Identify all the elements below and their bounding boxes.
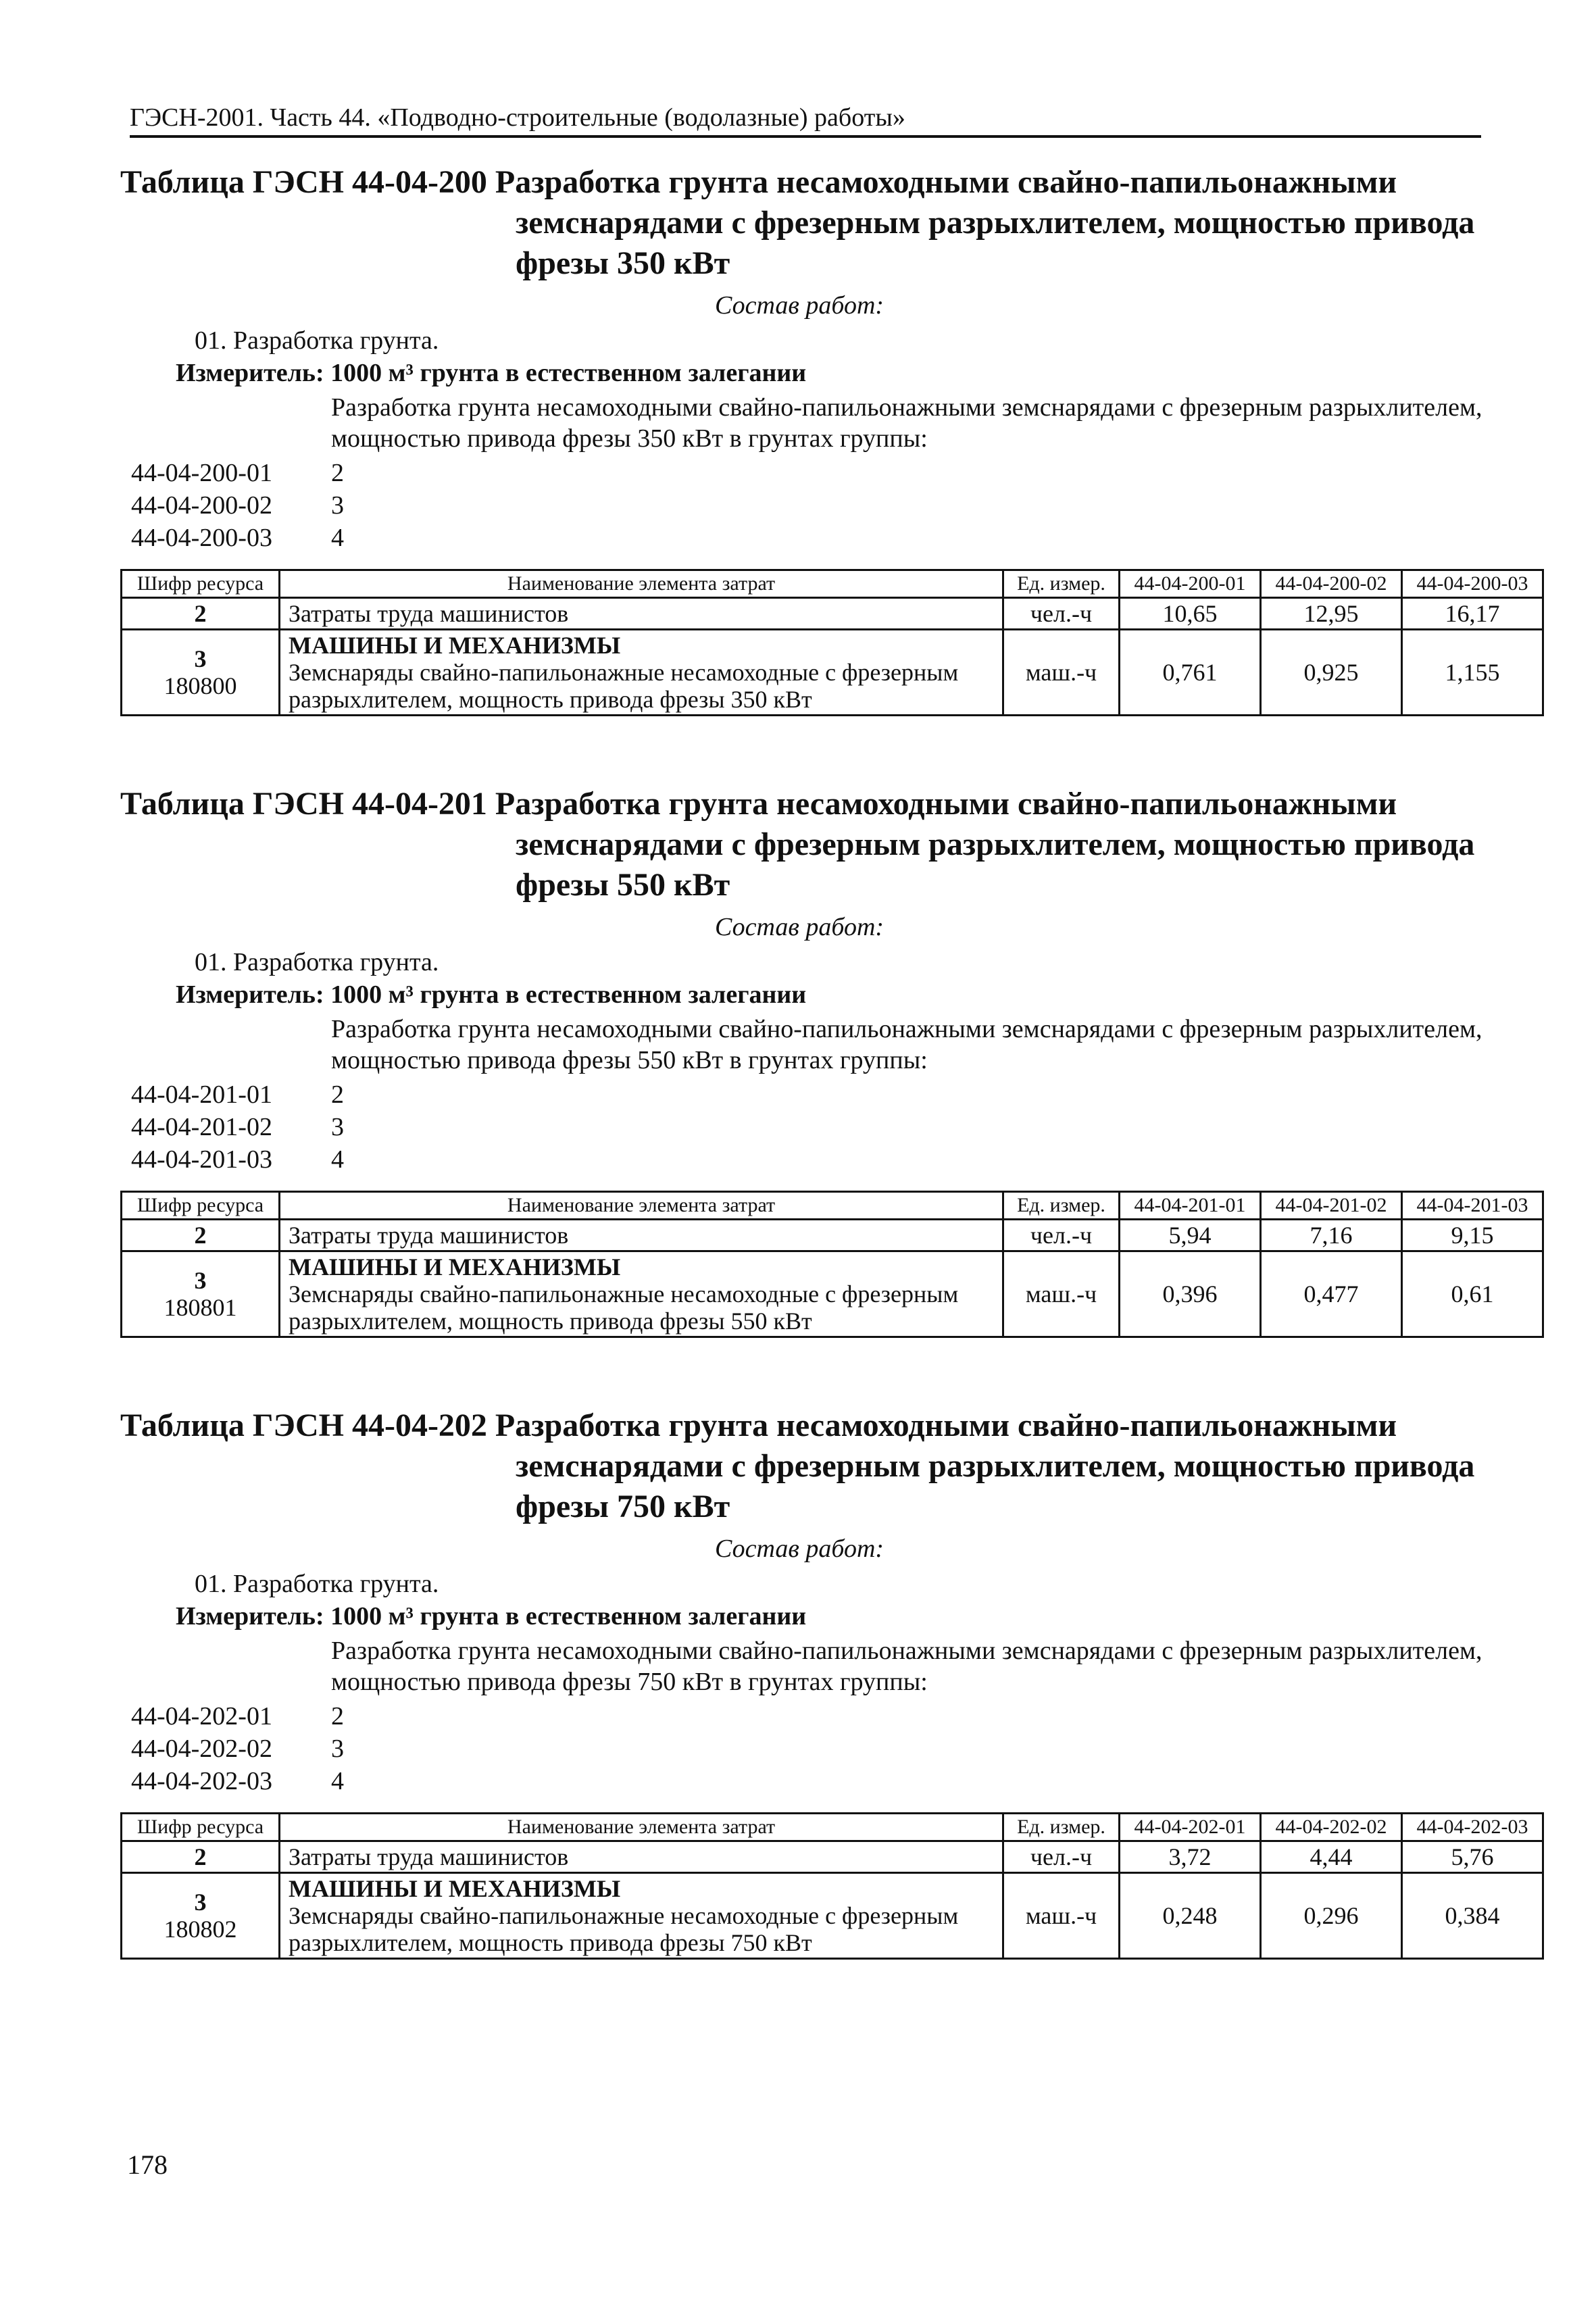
composition-label: Состав работ: [715, 913, 884, 941]
soil-group: 4 [331, 1145, 344, 1174]
row-value: 5,76 [1402, 1841, 1543, 1873]
cost-table [120, 1812, 1544, 1960]
meter-line: Измеритель: 1000 м³ грунта в естественном залегании [176, 359, 807, 387]
row-value: 16,17 [1402, 598, 1543, 630]
section-description: Разработка грунта несамоходными свайно-папильонажными земснарядами с фрезерным разрыхлителем, мощностью привода фрезы 350 кВт в грунтах группы: [331, 393, 1482, 453]
norm-code: 44-04-202-03 [131, 1767, 272, 1795]
section-description: Разработка грунта несамоходными свайно-папильонажными земснарядами с фрезерным разрыхлителем, мощностью привода фрезы 750 кВт в грунтах группы: [331, 1637, 1482, 1696]
soil-group: 3 [331, 491, 344, 520]
row-name: Затраты труда машинистов [280, 1220, 1003, 1251]
norm-code-row [120, 489, 1492, 522]
section-title: Таблица ГЭСН 44-04-202 Разработка грунта несамоходными свайно-папильонажными земснарядами с фрезерным разрыхлителем, мощностью привода фрезы 750 кВт [120, 1408, 1475, 1524]
work-item: 01. Разработка грунта. [195, 1570, 439, 1598]
norm-code: 44-04-202-01 [131, 1702, 272, 1731]
meter-line: Измеритель: 1000 м³ грунта в естественном залегании [176, 980, 807, 1009]
header-code: Шифр ресурса [122, 570, 280, 598]
cost-table [120, 1191, 1544, 1338]
table-row [122, 598, 1543, 630]
norm-code-row [120, 1143, 1492, 1176]
soil-group: 3 [331, 1735, 344, 1763]
group-code: 3 [194, 1889, 207, 1916]
row-value: 0,248 [1120, 1873, 1261, 1959]
header-column: 44-04-201-01 [1120, 1192, 1261, 1220]
norm-code-row [120, 1700, 1492, 1733]
header-column: 44-04-200-02 [1261, 570, 1402, 598]
norm-code-row [120, 1111, 1492, 1143]
row-code: 2 [122, 598, 280, 630]
table-row [122, 1873, 1543, 1959]
norm-code: 44-04-202-02 [131, 1735, 272, 1763]
row-value: 0,296 [1261, 1873, 1402, 1959]
table-row [122, 1251, 1543, 1337]
row-value: 1,155 [1402, 630, 1543, 716]
norm-code: 44-04-200-03 [131, 524, 272, 552]
group-code: 3 [194, 645, 207, 672]
resource-name: Земснаряды свайно-папильонажные несамоходные с фрезерным разрыхлителем, мощность привода фрезы 550 кВт [289, 1280, 959, 1335]
soil-group: 2 [331, 459, 344, 487]
norm-code: 44-04-201-03 [131, 1145, 272, 1174]
norm-section [120, 784, 1528, 1338]
table-row [122, 630, 1543, 716]
header-code: Шифр ресурса [122, 1814, 280, 1841]
row-value: 12,95 [1261, 598, 1402, 630]
header-name: Наименование элемента затрат [280, 1192, 1003, 1220]
resource-name: Земснаряды свайно-папильонажные несамоходные с фрезерным разрыхлителем, мощность привода фрезы 350 кВт [289, 659, 959, 713]
header-column: 44-04-202-01 [1120, 1814, 1261, 1841]
row-value: 3,72 [1120, 1841, 1261, 1873]
group-title: МАШИНЫ И МЕХАНИЗМЫ [289, 1253, 621, 1280]
table-header-row [122, 570, 1543, 598]
norm-section [120, 1405, 1528, 1960]
norm-code-list [120, 1700, 1492, 1797]
header-name: Наименование элемента затрат [280, 1814, 1003, 1841]
row-code: 2 [122, 1841, 280, 1873]
row-value: 0,384 [1402, 1873, 1543, 1959]
soil-group: 3 [331, 1113, 344, 1141]
page-number: 178 [127, 2149, 168, 2180]
running-header: ГЭСН-2001. Часть 44. «Подводно-строительные (водолазные) работы» [130, 103, 905, 132]
row-name: Затраты труда машинистов [280, 598, 1003, 630]
norm-code-row [120, 1078, 1492, 1111]
row-value: 0,477 [1261, 1251, 1402, 1337]
resource-code: 180800 [164, 672, 237, 699]
section-description: Разработка грунта несамоходными свайно-папильонажными земснарядами с фрезерным разрыхлителем, мощностью привода фрезы 550 кВт в грунтах группы: [331, 1015, 1482, 1074]
soil-group: 4 [331, 524, 344, 552]
composition-label: Состав работ: [715, 1535, 884, 1563]
table-header-row [122, 1192, 1543, 1220]
header-unit: Ед. измер. [1003, 1192, 1120, 1220]
norm-code: 44-04-201-01 [131, 1080, 272, 1109]
header-unit: Ед. измер. [1003, 1814, 1120, 1841]
row-value: 0,925 [1261, 630, 1402, 716]
row-unit: чел.-ч [1003, 1841, 1120, 1873]
table-row [122, 1220, 1543, 1251]
resource-name: Земснаряды свайно-папильонажные несамоходные с фрезерным разрыхлителем, мощность привода фрезы 750 кВт [289, 1902, 959, 1956]
row-unit: маш.-ч [1003, 1251, 1120, 1337]
row-value: 0,396 [1120, 1251, 1261, 1337]
work-item: 01. Разработка грунта. [195, 948, 439, 976]
group-title: МАШИНЫ И МЕХАНИЗМЫ [289, 632, 621, 659]
soil-group: 2 [331, 1080, 344, 1109]
header-rule [130, 135, 1481, 138]
table-header-row [122, 1814, 1543, 1841]
header-column: 44-04-200-01 [1120, 570, 1261, 598]
norm-code-row [120, 1765, 1492, 1797]
norm-code-list [120, 1078, 1492, 1176]
cost-table [120, 569, 1544, 716]
norm-code-row [120, 1733, 1492, 1765]
norm-code: 44-04-201-02 [131, 1113, 272, 1141]
row-value: 5,94 [1120, 1220, 1261, 1251]
header-column: 44-04-201-03 [1402, 1192, 1543, 1220]
row-unit: чел.-ч [1003, 598, 1120, 630]
table-row [122, 1841, 1543, 1873]
header-column: 44-04-202-02 [1261, 1814, 1402, 1841]
row-name: Затраты труда машинистов [280, 1841, 1003, 1873]
resource-code: 180802 [164, 1916, 237, 1943]
group-code: 3 [194, 1267, 207, 1294]
norm-code-list [120, 457, 1492, 554]
norm-section [120, 162, 1528, 716]
norm-code: 44-04-200-02 [131, 491, 272, 520]
header-code: Шифр ресурса [122, 1192, 280, 1220]
row-value: 9,15 [1402, 1220, 1543, 1251]
row-code: 2 [122, 1220, 280, 1251]
row-value: 0,761 [1120, 630, 1261, 716]
composition-label: Состав работ: [715, 291, 884, 320]
soil-group: 2 [331, 1702, 344, 1731]
norm-code-row [120, 457, 1492, 489]
section-title: Таблица ГЭСН 44-04-200 Разработка грунта несамоходными свайно-папильонажными земснарядами с фрезерным разрыхлителем, мощностью привода фрезы 350 кВт [120, 164, 1475, 281]
norm-code: 44-04-200-01 [131, 459, 272, 487]
header-unit: Ед. измер. [1003, 570, 1120, 598]
header-column: 44-04-200-03 [1402, 570, 1543, 598]
work-item: 01. Разработка грунта. [195, 326, 439, 355]
group-title: МАШИНЫ И МЕХАНИЗМЫ [289, 1875, 621, 1902]
row-unit: маш.-ч [1003, 1873, 1120, 1959]
header-name: Наименование элемента затрат [280, 570, 1003, 598]
row-unit: маш.-ч [1003, 630, 1120, 716]
meter-line: Измеритель: 1000 м³ грунта в естественном залегании [176, 1602, 807, 1631]
soil-group: 4 [331, 1767, 344, 1795]
row-value: 10,65 [1120, 598, 1261, 630]
row-value: 0,61 [1402, 1251, 1543, 1337]
row-value: 7,16 [1261, 1220, 1402, 1251]
row-value: 4,44 [1261, 1841, 1402, 1873]
header-column: 44-04-201-02 [1261, 1192, 1402, 1220]
norm-code-row [120, 522, 1492, 554]
resource-code: 180801 [164, 1294, 237, 1321]
header-column: 44-04-202-03 [1402, 1814, 1543, 1841]
section-title: Таблица ГЭСН 44-04-201 Разработка грунта несамоходными свайно-папильонажными земснарядами с фрезерным разрыхлителем, мощностью привода фрезы 550 кВт [120, 786, 1475, 903]
row-unit: чел.-ч [1003, 1220, 1120, 1251]
